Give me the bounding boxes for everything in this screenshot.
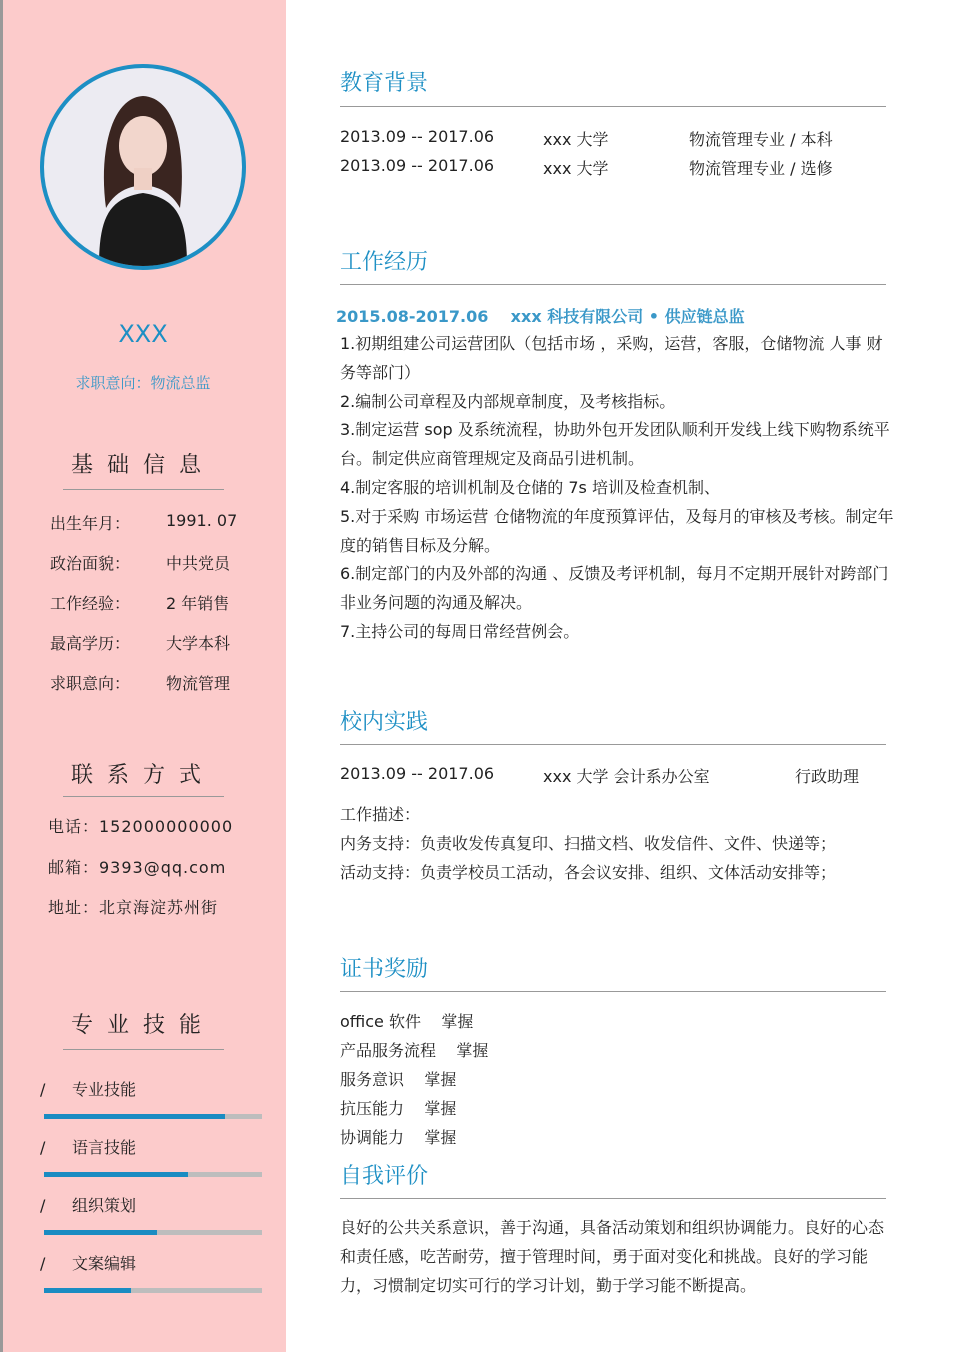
cert-item: 产品服务流程 掌握: [340, 1041, 489, 1060]
divider: [340, 744, 886, 745]
cert-item: 协调能力 掌握: [340, 1128, 457, 1147]
skill-bar: [44, 1288, 262, 1293]
education-cell: 2013.09 -- 2017.06: [340, 127, 495, 146]
work-heading: 工作经历: [340, 250, 429, 275]
campus-description: [340, 800, 896, 887]
job-intent: 求职意向：物流总监: [75, 374, 211, 392]
divider: [340, 284, 886, 285]
certs-heading: 证书奖励: [340, 957, 429, 982]
slash-icon: /: [40, 1254, 46, 1273]
campus-org: xxx 大学 会计系办公室: [543, 767, 710, 786]
basic-info-row: [50, 671, 250, 694]
work-line: 5.对于采购 市场运营 仓储物流的年度预算评估，及每月的审核及考核。制定年度的销售目标及分解。: [340, 506, 894, 555]
basic-info-row: [50, 511, 250, 534]
contact-heading: 联系方式: [70, 763, 215, 788]
skill-bar-fill: [44, 1114, 225, 1119]
campus-date: 2013.09 -- 2017.06: [340, 764, 495, 783]
info-label: 最高学历：: [50, 634, 131, 653]
info-label: 政治面貌：: [50, 554, 131, 573]
info-value: 大学本科: [166, 634, 231, 653]
basic-info-row: [50, 631, 250, 654]
info-value: 2 年销售: [166, 594, 230, 613]
candidate-name: XXX: [118, 320, 168, 348]
info-label: 出生年月：: [50, 514, 131, 533]
info-value: 1991. 07: [166, 511, 238, 530]
basic-info-heading: 基础信息: [70, 453, 215, 478]
profile-photo: [40, 64, 246, 270]
campus-heading: 校内实践: [340, 710, 429, 735]
job-header: 2015.08-2017.06 xxx 科技有限公司 • 供应链总监: [336, 307, 745, 326]
skill-label: 文案编辑: [72, 1254, 137, 1273]
info-value: 中共党员: [166, 554, 231, 573]
contact-address: 地址：北京海淀苏州街: [48, 898, 219, 917]
contact-phone: 电话：152000000000: [48, 817, 234, 836]
cert-item: office 软件 掌握: [340, 1012, 474, 1031]
basic-info-row: [50, 591, 250, 614]
info-value: 物流管理: [166, 674, 231, 693]
skill-bar-fill: [44, 1230, 157, 1235]
divider: [340, 991, 886, 992]
slash-icon: /: [40, 1138, 46, 1157]
skill-item: [40, 1077, 136, 1100]
skill-item: [40, 1135, 136, 1158]
campus-line: 活动支持：负责学校员工活动，各会议安排、组织、文体活动安排等；: [340, 863, 837, 882]
divider: [340, 1198, 886, 1199]
self-eval-text: 良好的公共关系意识，善于沟通，具备活动策划和组织协调能力。良好的心态和责任感，吃苦耐劳，擅于管理时间，勇于面对变化和挑战。良好的学习能力，习惯制定切实可行的学习计划，勤于学习能不断提高。: [340, 1218, 885, 1295]
skill-bar-fill: [44, 1288, 131, 1293]
education-cell: xxx 大学: [543, 130, 609, 149]
skill-bar: [44, 1114, 262, 1119]
skill-item: [40, 1193, 136, 1216]
skill-bar: [44, 1172, 262, 1177]
divider: [340, 106, 886, 107]
self-eval-heading: 自我评价: [340, 1164, 429, 1189]
education-cell: 物流管理专业 / 选修: [689, 159, 833, 178]
info-label: 工作经验：: [50, 594, 131, 613]
education-heading: 教育背景: [340, 71, 429, 96]
divider: [63, 796, 224, 797]
skill-bar: [44, 1230, 262, 1235]
slash-icon: /: [40, 1080, 46, 1099]
work-line: 7.主持公司的每周日常经营例会。: [340, 621, 580, 641]
skill-item: [40, 1251, 136, 1274]
work-line: 1.初期组建公司运营团队（包括市场 ，采购，运营，客服，仓储物流 人事 财务等部门）: [340, 334, 883, 382]
info-label: 求职意向：: [50, 674, 131, 693]
skill-label: 语言技能: [72, 1138, 137, 1157]
education-cell: 2013.09 -- 2017.06: [340, 156, 495, 175]
campus-line: 内务支持：负责收发传真复印、扫描文档、收发信件、文件、快递等；: [340, 834, 837, 853]
education-cell: xxx 大学: [543, 159, 609, 178]
campus-line: 工作描述：: [340, 805, 421, 824]
campus-role: 行政助理: [795, 767, 860, 786]
work-line: 6.制定部门的内及外部的沟通 、反馈及考评机制，每月不定期开展针对跨部门非业务问题的沟通及解决。: [340, 564, 889, 613]
basic-info-row: [50, 551, 250, 574]
slash-icon: /: [40, 1196, 46, 1215]
certs-list: [340, 1007, 896, 1152]
divider: [63, 489, 224, 490]
skills-heading: 专业技能: [70, 1013, 215, 1038]
work-line: 4.制定客服的培训机制及仓储的 7s 培训及检查机制、: [340, 477, 720, 497]
skill-bar-fill: [44, 1172, 188, 1177]
work-line: 3.制定运营 sop 及系统流程，协助外包开发团队顺利开发线上线下购物系统平台。制定供应商管理规定及商品引进机制。: [340, 420, 890, 469]
skill-label: 组织策划: [72, 1196, 137, 1215]
divider: [63, 1049, 224, 1050]
work-line: 2.编制公司章程及内部规章制度，及考核指标。: [340, 391, 676, 411]
education-cell: 物流管理专业 / 本科: [689, 130, 833, 149]
cert-item: 服务意识 掌握: [340, 1070, 457, 1089]
work-description: [340, 330, 896, 647]
skill-label: 专业技能: [72, 1080, 137, 1099]
contact-email: 邮箱：9393@qq.com: [48, 858, 227, 877]
cert-item: 抗压能力 掌握: [340, 1099, 457, 1118]
